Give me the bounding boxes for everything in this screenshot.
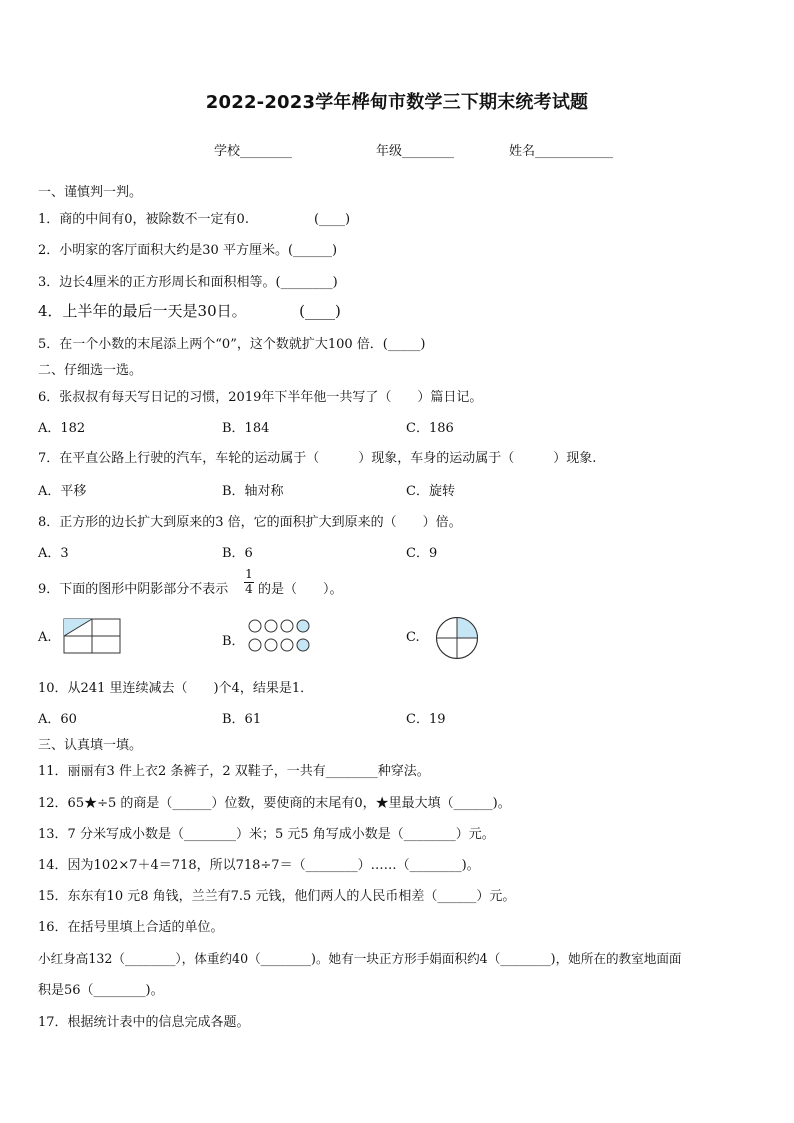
question-2: 2．小明家的客厅面积大约是30 平方厘米。(______)	[38, 243, 338, 258]
q7-option-a[interactable]: A．平移	[38, 484, 87, 499]
q9-option-b[interactable]: B．	[222, 634, 245, 649]
q10-option-a[interactable]: A．60	[38, 712, 77, 727]
question-16-line-2: 积是56（________)。	[38, 983, 164, 998]
q9-option-c[interactable]: C.	[406, 630, 420, 645]
question-16: 16．在括号里填上合适的单位。	[38, 920, 224, 935]
fraction-1-4	[244, 568, 254, 596]
question-11: 11．丽丽有3 件上衣2 条裤子，2 双鞋子，一共有________种穿法。	[38, 764, 430, 779]
question-9-text: 9．下面的图形中阴影部分不表示	[38, 582, 229, 597]
question-5: 5．在一个小数的末尾添上两个“0”，这个数就扩大100 倍．(_____)	[38, 337, 426, 352]
section-heading-2: 二、仔细选一选。	[38, 363, 143, 378]
q9-figure-a-rectangle	[63, 618, 121, 654]
question-1: 1．商的中间有0，被除数不一定有0. (____)	[38, 212, 351, 227]
q6-option-c[interactable]: C．186	[406, 421, 454, 436]
q10-option-b[interactable]: B．61	[222, 712, 262, 727]
question-10: 10．从241 里连续减去（ )个4，结果是1．	[38, 681, 314, 696]
q7-option-b[interactable]: B．轴对称	[222, 484, 284, 499]
q8-option-a[interactable]: A．3	[38, 546, 69, 561]
q9-option-a[interactable]: A.	[38, 630, 52, 645]
question-6: 6．张叔叔有每天写日记的习惯，2019年下半年他一共写了（ ）篇日记。	[38, 390, 483, 405]
question-14: 14．因为102×7＋4＝718，所以718÷7＝（________）……（________)。	[38, 858, 480, 873]
question-8: 8．正方形的边长扩大到原来的3 倍，它的面积扩大到原来的（ ）倍。	[38, 515, 462, 530]
q9-figure-c-circle	[435, 616, 479, 660]
question-9-text-end: 的是（ ）。	[258, 582, 343, 597]
fraction-numerator: 1	[245, 567, 253, 581]
q7-option-c[interactable]: C．旋转	[406, 484, 455, 499]
section-heading-3: 三、认真填一填。	[38, 738, 143, 753]
school-field[interactable]: 学校________	[214, 144, 293, 159]
question-15: 15．东东有10 元8 角钱，兰兰有7.5 元钱，他们两人的人民币相差（______）元。	[38, 889, 516, 904]
q8-option-c[interactable]: C．9	[406, 546, 438, 561]
fraction-denominator: 4	[245, 582, 253, 596]
section-heading-1: 一、谨慎判一判。	[38, 185, 143, 200]
q8-option-b[interactable]: B．6	[222, 546, 253, 561]
question-3: 3．边长4厘米的正方形周长和面积相等。(________)	[38, 275, 338, 290]
q9-figure-b-circles	[248, 619, 314, 653]
question-12: 12．65★÷5 的商是（______）位数，要使商的末尾有0，★里最大填（______)。	[38, 796, 511, 811]
page-title: 2022-2023学年桦甸市数学三下期末统考试题	[205, 92, 589, 113]
question-13: 13．7 分米写成小数是（________）米；5 元5 角写成小数是（________）元。	[38, 827, 495, 842]
name-field[interactable]: 姓名____________	[509, 144, 614, 159]
q6-option-a[interactable]: A．182	[38, 421, 86, 436]
q6-option-b[interactable]: B．184	[222, 421, 270, 436]
q10-option-c[interactable]: C．19	[406, 712, 446, 727]
question-4: 4．上半年的最后一天是30日。 (____)	[38, 302, 341, 320]
question-16-line-1: 小红身高132（________），体重约40（________)。她有一块正方形手娟面积约4（________)，她所在的教室地面面	[38, 951, 682, 966]
grade-field[interactable]: 年级________	[376, 144, 455, 159]
question-7: 7．在平直公路上行驶的汽车，车轮的运动属于（ ）现象，车身的运动属于（ ）现象.	[38, 451, 597, 466]
question-17: 17．根据统计表中的信息完成各题。	[38, 1015, 250, 1030]
